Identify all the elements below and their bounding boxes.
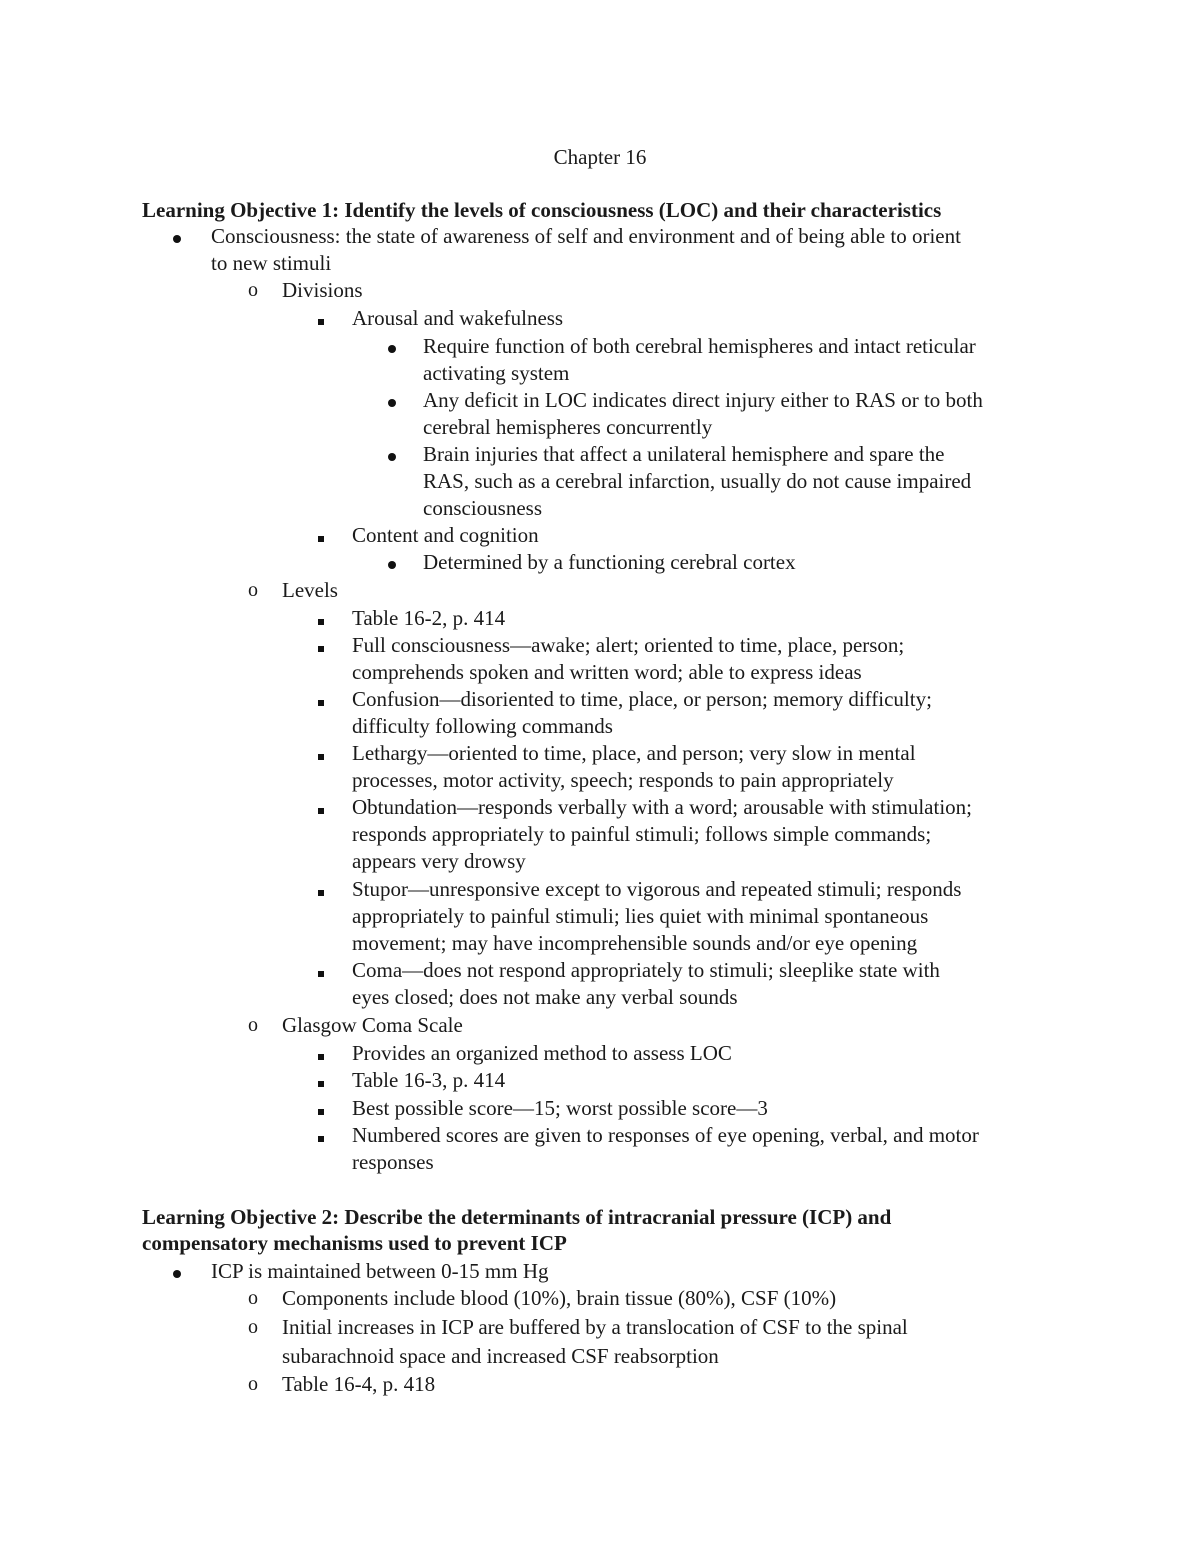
square-bullet-icon (318, 632, 324, 659)
square-bullet-icon (318, 740, 324, 767)
bullet-icon (388, 441, 396, 468)
stupor-line-2: appropriately to painful stimuli; lies quiet with minimal spontaneous (352, 904, 929, 928)
arousal-point-2-line-1: Any deficit in LOC indicates direct injury either to RAS or to both (423, 388, 983, 412)
square-bullet-icon (318, 957, 324, 984)
arousal-point-3-line-1: Brain injuries that affect a unilateral hemisphere and spare the (423, 442, 945, 466)
circle-bullet-icon: o (248, 1373, 258, 1395)
square-bullet-icon (318, 794, 324, 821)
arousal-point-3-line-2: RAS, such as a cerebral infarction, usually do not cause impaired (423, 469, 972, 493)
content-label: Content and cognition (352, 523, 539, 547)
objective-1-heading: Learning Objective 1: Identify the levels of consciousness (LOC) and their characteristics (142, 198, 942, 222)
chapter-title: Chapter 16 (553, 145, 647, 169)
icp-table-ref: Table 16-4, p. 418 (282, 1372, 436, 1396)
consciousness-line-1: Consciousness: the state of awareness of self and environment and of being able to orient (211, 224, 961, 248)
confusion-line-1: Confusion—disoriented to time, place, or person; memory difficulty; (352, 687, 932, 711)
icp-components: Components include blood (10%), brain tissue (80%), CSF (10%) (282, 1286, 837, 1310)
square-bullet-icon (318, 876, 324, 903)
confusion-line-2: difficulty following commands (352, 714, 613, 738)
levels-label: Levels (282, 578, 338, 602)
bullet-icon (388, 333, 396, 360)
gcs-point-2: Table 16-3, p. 414 (352, 1068, 506, 1092)
square-bullet-icon (318, 1040, 324, 1067)
obtundation-line-3: appears very drowsy (352, 849, 526, 873)
bullet-icon (173, 223, 181, 250)
gcs-point-3: Best possible score—15; worst possible score—3 (352, 1096, 768, 1120)
divisions-label: Divisions (282, 278, 363, 302)
content-point-1: Determined by a functioning cerebral cortex (423, 550, 796, 574)
bullet-icon (388, 549, 396, 576)
levels-table-ref: Table 16-2, p. 414 (352, 606, 506, 630)
circle-bullet-icon: o (248, 1287, 258, 1309)
gcs-point-4-line-2: responses (352, 1150, 434, 1174)
icp-range: ICP is maintained between 0-15 mm Hg (211, 1259, 549, 1283)
gcs-label: Glasgow Coma Scale (282, 1013, 463, 1037)
obtundation-line-2: responds appropriately to painful stimuli; follows simple commands; (352, 822, 932, 846)
lethargy-line-2: processes, motor activity, speech; responds to pain appropriately (352, 768, 894, 792)
gcs-point-4-line-1: Numbered scores are given to responses of eye opening, verbal, and motor (352, 1123, 979, 1147)
icp-initial-line-1: Initial increases in ICP are buffered by a translocation of CSF to the spinal (282, 1315, 908, 1339)
arousal-point-2-line-2: cerebral hemispheres concurrently (423, 415, 713, 439)
square-bullet-icon (318, 1095, 324, 1122)
stupor-line-1: Stupor—unresponsive except to vigorous and repeated stimuli; responds (352, 877, 962, 901)
arousal-label: Arousal and wakefulness (352, 306, 564, 330)
square-bullet-icon (318, 605, 324, 632)
square-bullet-icon (318, 1122, 324, 1149)
obtundation-line-1: Obtundation—responds verbally with a word; arousable with stimulation; (352, 795, 972, 819)
coma-line-1: Coma—does not respond appropriately to stimuli; sleeplike state with (352, 958, 940, 982)
objective-2-heading-line-2: compensatory mechanisms used to prevent ICP (142, 1231, 567, 1255)
circle-bullet-icon: o (248, 1014, 258, 1036)
square-bullet-icon (318, 522, 324, 549)
bullet-icon (388, 387, 396, 414)
arousal-point-1-line-2: activating system (423, 361, 570, 385)
coma-line-2: eyes closed; does not make any verbal sounds (352, 985, 738, 1009)
square-bullet-icon (318, 1067, 324, 1094)
objective-2-heading-line-1: Learning Objective 2: Describe the determinants of intracranial pressure (ICP) and (142, 1205, 892, 1229)
icp-initial-line-2: subarachnoid space and increased CSF reabsorption (282, 1344, 719, 1368)
circle-bullet-icon: o (248, 279, 258, 301)
bullet-icon (173, 1258, 181, 1285)
square-bullet-icon (318, 686, 324, 713)
consciousness-line-2: to new stimuli (211, 251, 332, 275)
circle-bullet-icon: o (248, 1316, 258, 1338)
full-consciousness-line-1: Full consciousness—awake; alert; oriented to time, place, person; (352, 633, 905, 657)
arousal-point-1-line-1: Require function of both cerebral hemispheres and intact reticular (423, 334, 976, 358)
arousal-point-3-line-3: consciousness (423, 496, 542, 520)
gcs-point-1: Provides an organized method to assess LOC (352, 1041, 732, 1065)
stupor-line-3: movement; may have incomprehensible sounds and/or eye opening (352, 931, 918, 955)
full-consciousness-line-2: comprehends spoken and written word; able to express ideas (352, 660, 862, 684)
square-bullet-icon (318, 305, 324, 332)
circle-bullet-icon: o (248, 579, 258, 601)
lethargy-line-1: Lethargy—oriented to time, place, and person; very slow in mental (352, 741, 916, 765)
